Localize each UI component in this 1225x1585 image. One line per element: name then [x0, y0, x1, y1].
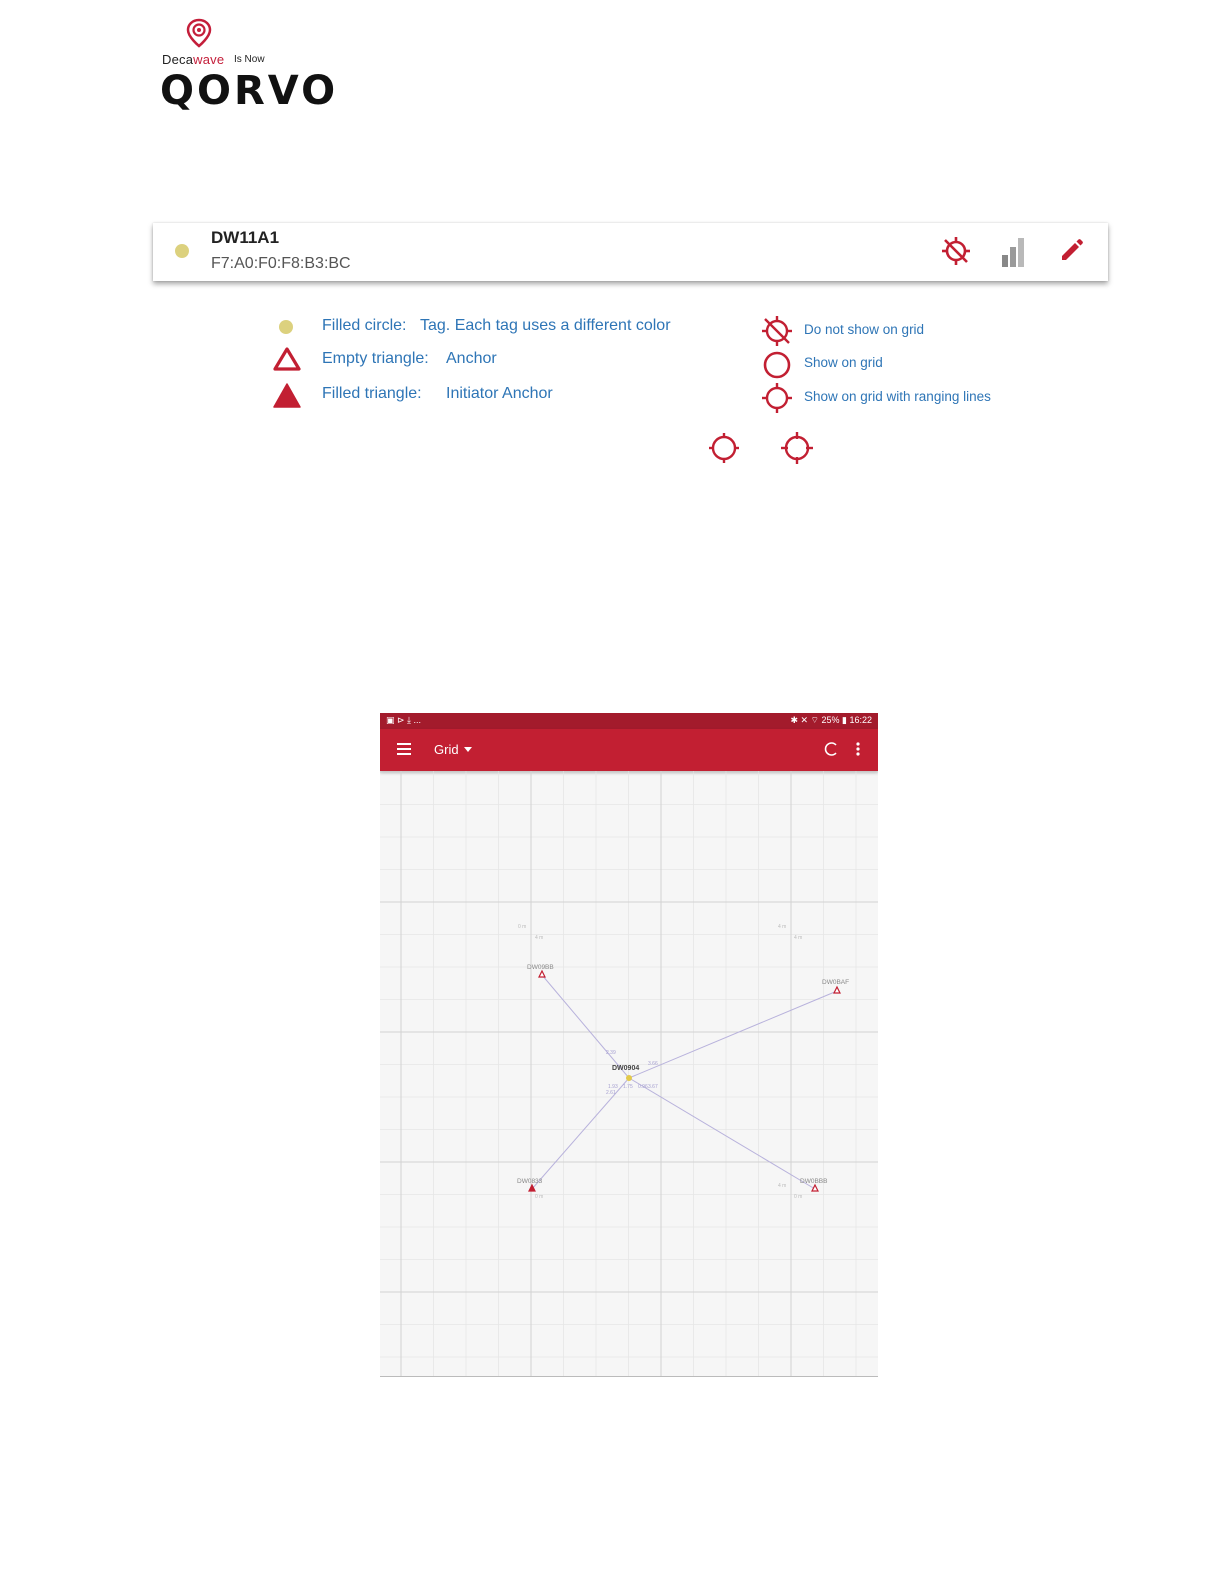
anchor-marker[interactable]: [539, 971, 545, 977]
phone-screenshot: [380, 713, 878, 1377]
axis-label: 0 m: [535, 1194, 544, 1200]
dropdown-arrow-icon[interactable]: [464, 747, 472, 752]
anchor-label: DW0BBB: [800, 1178, 828, 1185]
tag-label: DW0904: [612, 1065, 640, 1072]
anchor-label: DW0BAF: [822, 979, 850, 986]
refresh-icon[interactable]: [823, 741, 839, 757]
axis-label: 4 m: [778, 924, 787, 930]
anchor-label: DW09BB: [527, 964, 554, 971]
ranging-label: 3.66: [648, 1061, 658, 1067]
crosshair-off-icon[interactable]: [940, 235, 972, 267]
location-pin-icon: [186, 18, 212, 48]
decawave-qorvo-logo: [152, 16, 339, 114]
filled-triangle-icon: [272, 382, 302, 409]
logo-qorvo-text: QORVO: [160, 68, 339, 114]
tag-color-dot: [175, 244, 189, 258]
ranging-label: 0.96: [638, 1084, 648, 1090]
phone-bottom-edge: [380, 1376, 878, 1377]
filled-circle-icon: [277, 318, 295, 336]
legend-empty-triangle-label: Empty triangle:: [322, 350, 429, 367]
ranging-label: 2.39: [606, 1050, 616, 1056]
ranging-label: 3.67: [648, 1084, 658, 1090]
app-bar: [380, 729, 878, 771]
device-address: F7:A0:F0:F8:B3:BC: [211, 255, 351, 272]
view-selector[interactable]: Grid: [434, 742, 459, 757]
crosshair-off-icon: [761, 315, 793, 347]
tag-marker[interactable]: [626, 1075, 632, 1081]
axis-label: 0 m: [794, 1194, 803, 1200]
crosshair-icon: [780, 431, 814, 465]
axis-label: 0 m: [518, 924, 527, 930]
axis-label: 4 m: [535, 935, 544, 941]
crosshair-thin-icon: [708, 432, 740, 464]
status-right-icons: ✱ ✕ ⌔ 25% ▮ 16:22: [790, 715, 872, 725]
legend-filled-triangle-desc: Initiator Anchor: [446, 385, 553, 402]
ranging-label: 1.75: [623, 1084, 633, 1090]
legend-show-ranging-label: Show on grid with ranging lines: [804, 389, 991, 404]
crosshair-icon: [761, 382, 793, 414]
legend-hide-label: Do not show on grid: [804, 322, 925, 337]
location-grid[interactable]: [380, 771, 878, 1377]
ranging-label: 1.93: [608, 1084, 618, 1090]
ranging-label: 2.61: [606, 1090, 616, 1096]
circle-outline-icon: [762, 350, 792, 380]
device-name: DW11A1: [211, 228, 280, 247]
device-card[interactable]: [153, 223, 1108, 281]
legend-show-label: Show on grid: [804, 355, 883, 370]
hamburger-icon[interactable]: [397, 743, 411, 755]
more-vert-icon[interactable]: [856, 742, 860, 756]
pencil-icon[interactable]: [1059, 237, 1085, 263]
axis-label: 4 m: [794, 935, 803, 941]
status-bar: [380, 713, 878, 729]
logo-is-now-text: Is Now: [234, 54, 265, 65]
anchor-marker[interactable]: [834, 987, 840, 993]
legend-filled-circle-desc: Tag. Each tag uses a different color: [420, 317, 671, 334]
axis-label: 4 m: [778, 1183, 787, 1189]
empty-triangle-icon: [272, 346, 302, 372]
status-left-icons: ▣ ⊳ ⤓ ...: [386, 715, 422, 725]
anchor-label: DW0833: [517, 1178, 543, 1185]
anchor-marker[interactable]: [812, 1185, 818, 1191]
logo-decawave-text: Decawave: [162, 52, 225, 67]
legend-empty-triangle-desc: Anchor: [446, 350, 497, 367]
legend-filled-circle-label: Filled circle:: [322, 317, 407, 334]
signal-bars-icon[interactable]: [1001, 237, 1025, 267]
legend-filled-triangle-label: Filled triangle:: [322, 385, 422, 402]
